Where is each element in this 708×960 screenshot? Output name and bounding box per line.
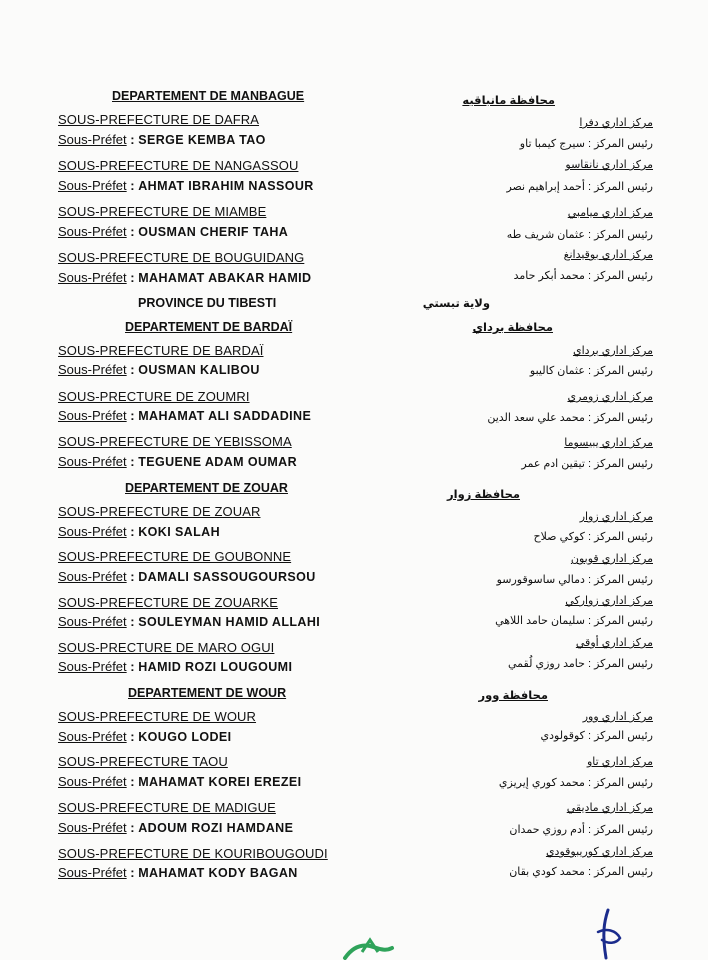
sous-prefet-label: Sous-Préfet <box>58 729 127 744</box>
sous-prefet-line <box>58 270 311 285</box>
dept-heading-zouar: DEPARTEMENT DE ZOUAR <box>125 481 288 495</box>
sous-prefecture-title: SOUS-PREFECTURE DE DAFRA <box>58 112 260 127</box>
sous-prefecture-title: SOUS-PRECTURE DE MARO OGUI <box>58 640 275 655</box>
sous-prefet-line <box>58 224 288 239</box>
sous-prefet-name: DAMALI SASSOUGOURSOU <box>138 570 316 584</box>
sous-prefet-name: OUSMAN KALIBOU <box>138 363 260 377</box>
sous-prefet-line <box>58 820 293 835</box>
sous-prefet-line <box>58 408 311 423</box>
arabic-center: مركز اداري زوار <box>579 511 653 523</box>
arabic-center-head: رئيس المركز : حامد روزي لُقمي <box>507 658 653 670</box>
arabic-center-head: رئيس المركز : أحمد إبراهيم نصر <box>506 181 653 193</box>
arabic-center-head: رئيس المركز : كوقولودي <box>540 730 653 742</box>
arabic-center: مركز اداري وور <box>582 711 653 723</box>
sous-prefet-name: SOULEYMAN HAMID ALLAHI <box>138 615 321 629</box>
sous-prefet-line <box>58 132 266 147</box>
arabic-center-head: رئيس المركز : محمد كوري إيريزي <box>498 777 653 789</box>
sous-prefecture-title: SOUS-PREFECTURE TAOU <box>58 754 228 769</box>
arabic-center-head: رئيس المركز : تيقين ادم عمر <box>521 458 653 470</box>
colon: : <box>126 774 139 789</box>
sous-prefet-name: MAHAMAT KOREI EREZEI <box>138 775 302 789</box>
arabic-center-head: رئيس المركز : عثمان كاليبو <box>529 365 653 377</box>
sous-prefet-label: Sous-Préfet <box>58 820 127 835</box>
arabic-dept-heading-manbague: محافظة مانباقيه <box>462 95 555 107</box>
sous-prefet-line <box>58 178 314 193</box>
dept-heading-manbague: DEPARTEMENT DE MANBAGUE <box>112 89 305 103</box>
sous-prefet-label: Sous-Préfet <box>58 178 127 193</box>
official-seal-fragment <box>340 930 410 960</box>
colon: : <box>126 729 139 744</box>
sous-prefet-line <box>58 659 292 674</box>
sous-prefecture-title: SOUS-PREFECTURE DE NANGASSOU <box>58 158 299 173</box>
arabic-center-head: رئيس المركز : أدم روزي حمدان <box>509 824 653 836</box>
colon: : <box>126 865 139 880</box>
sous-prefet-name: AHMAT IBRAHIM NASSOUR <box>138 179 314 193</box>
colon: : <box>126 270 139 285</box>
sous-prefecture-title: SOUS-PREFECTURE DE ZOUAR <box>58 504 261 519</box>
sous-prefet-label: Sous-Préfet <box>58 270 127 285</box>
sous-prefet-name: ADOUM ROZI HAMDANE <box>138 821 294 835</box>
arabic-center-head: رئيس المركز : محمد علي سعد الدين <box>487 412 653 424</box>
sous-prefet-line <box>58 569 316 584</box>
sous-prefecture-title: SOUS-PREFECTURE DE ZOUARKE <box>58 595 279 610</box>
signature-mark <box>590 908 630 960</box>
sous-prefet-label: Sous-Préfet <box>58 524 127 539</box>
arabic-center: مركز اداري ميامبي <box>567 207 653 219</box>
province-heading-tibesti: PROVINCE DU TIBESTI <box>138 296 277 310</box>
arabic-center: مركز اداري قوبون <box>570 553 653 565</box>
sous-prefecture-title: SOUS-PREFECTURE DE WOUR <box>58 709 257 724</box>
arabic-center-head: رئيس المركز : دمالي ساسوقورسو <box>496 574 653 586</box>
sous-prefecture-title: SOUS-PREFECTURE DE KOURIBOUGOUDI <box>58 846 328 861</box>
sous-prefet-line <box>58 865 298 880</box>
sous-prefet-name: SERGE KEMBA TAO <box>138 133 266 147</box>
arabic-center-head: رئيس المركز : عثمان شريف طه <box>506 229 653 241</box>
arabic-center: مركز اداري ماديقي <box>566 802 653 814</box>
dept-heading-wour: DEPARTEMENT DE WOUR <box>128 686 287 700</box>
sous-prefet-name: OUSMAN CHERIF TAHA <box>138 225 289 239</box>
sous-prefet-label: Sous-Préfet <box>58 614 127 629</box>
arabic-center-head: رئيس المركز : سيرج كيمبا تاو <box>519 138 653 150</box>
colon: : <box>126 820 139 835</box>
sous-prefet-line <box>58 774 302 789</box>
sous-prefet-label: Sous-Préfet <box>58 774 127 789</box>
sous-prefecture-title: SOUS-PREFECTURE DE BOUGUIDANG <box>58 250 305 265</box>
sous-prefecture-title: SOUS-PREFECTURE DE YEBISSOMA <box>58 434 292 449</box>
colon: : <box>126 614 139 629</box>
colon: : <box>126 454 139 469</box>
sous-prefet-name: MAHAMAT ABAKAR HAMID <box>138 271 312 285</box>
arabic-center-head: رئيس المركز : محمد كودي بقان <box>509 866 653 878</box>
sous-prefet-line <box>58 614 320 629</box>
sous-prefet-label: Sous-Préfet <box>58 224 127 239</box>
sous-prefet-label: Sous-Préfet <box>58 362 127 377</box>
sous-prefet-name: KOKI SALAH <box>138 525 220 539</box>
sous-prefet-line <box>58 524 220 539</box>
arabic-center: مركز اداري يبيسوما <box>564 437 653 449</box>
arabic-dept-heading-zouar: محافظة زوار <box>447 489 520 501</box>
dept-heading-bardai: DEPARTEMENT DE BARDAÏ <box>125 320 293 334</box>
colon: : <box>126 408 139 423</box>
colon: : <box>126 224 139 239</box>
sous-prefet-label: Sous-Préfet <box>58 408 127 423</box>
arabic-center-head: رئيس المركز : سليمان حامد اللاهي <box>495 615 653 627</box>
arabic-center: مركز اداري نانقاسو <box>565 159 653 171</box>
arabic-center: مركز اداري كوريبوقودي <box>545 846 653 858</box>
arabic-center: مركز اداري زواركي <box>565 595 653 607</box>
colon: : <box>126 659 139 674</box>
colon: : <box>126 569 139 584</box>
arabic-center: مركز اداري أوقي <box>575 637 653 649</box>
sous-prefet-label: Sous-Préfet <box>58 865 127 880</box>
colon: : <box>126 132 139 147</box>
sous-prefet-name: MAHAMAT KODY BAGAN <box>138 866 298 880</box>
sous-prefet-name: TEGUENE ADAM OUMAR <box>138 455 298 469</box>
sous-prefet-label: Sous-Préfet <box>58 569 127 584</box>
sous-prefecture-title: SOUS-PREFECTURE DE BARDAÏ <box>58 343 264 358</box>
arabic-center: مركز اداري برداي <box>572 345 653 357</box>
sous-prefet-name: KOUGO LODEI <box>138 730 232 744</box>
arabic-center: مركز اداري دفرا <box>579 117 653 129</box>
sous-prefet-label: Sous-Préfet <box>58 454 127 469</box>
arabic-province-heading-tibesti: ولاية تبستي <box>422 298 490 310</box>
sous-prefecture-title: SOUS-PREFECTURE DE GOUBONNE <box>58 549 292 564</box>
sous-prefet-line <box>58 362 260 377</box>
sous-prefet-name: HAMID ROZI LOUGOUMI <box>138 660 293 674</box>
sous-prefecture-title: SOUS-PRECTURE DE ZOUMRI <box>58 389 250 404</box>
arabic-center: مركز اداري بوقيدانغ <box>563 249 653 261</box>
sous-prefet-line <box>58 729 232 744</box>
sous-prefecture-title: SOUS-PREFECTURE DE MIAMBE <box>58 204 267 219</box>
sous-prefecture-title: SOUS-PREFECTURE DE MADIGUE <box>58 800 276 815</box>
arabic-center: مركز اداري تاو <box>586 756 653 768</box>
arabic-dept-heading-bardai: محافظة برداي <box>472 322 553 334</box>
arabic-dept-heading-wour: محافظة وور <box>478 690 548 702</box>
sous-prefet-label: Sous-Préfet <box>58 132 127 147</box>
sous-prefet-name: MAHAMAT ALI SADDADINE <box>138 409 312 423</box>
arabic-center-head: رئيس المركز : محمد أبكر حامد <box>513 270 653 282</box>
colon: : <box>126 178 139 193</box>
colon: : <box>126 362 139 377</box>
arabic-center: مركز اداري زومري <box>567 391 653 403</box>
sous-prefet-line <box>58 454 297 469</box>
sous-prefet-label: Sous-Préfet <box>58 659 127 674</box>
colon: : <box>126 524 139 539</box>
arabic-center-head: رئيس المركز : كوكي صلاح <box>533 531 653 543</box>
